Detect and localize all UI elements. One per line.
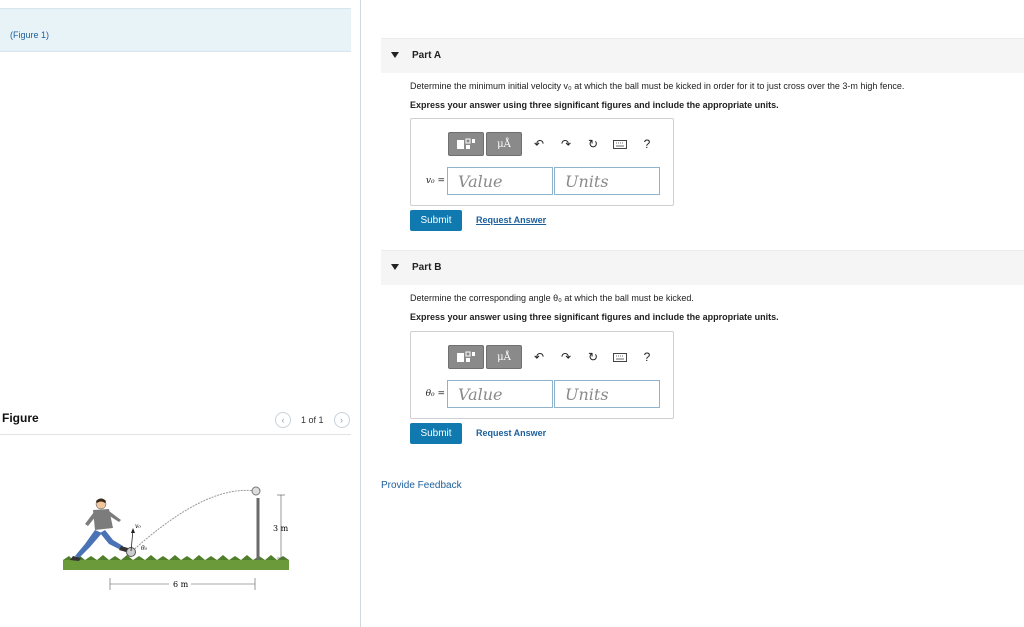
theta0-label: θ₀: [141, 545, 148, 552]
part-b-instruction: Express your answer using three significant figures and include the appropriate units.: [410, 312, 779, 322]
keyboard-button[interactable]: [608, 133, 632, 155]
part-a-label: Part A: [412, 50, 442, 61]
figure-panel: [0, 0, 360, 627]
reset-icon: ↻: [587, 137, 599, 151]
chevron-left-icon: ‹: [281, 415, 285, 425]
figure-link-bar: [0, 8, 351, 52]
help-icon: ?: [643, 350, 651, 364]
redo-button[interactable]: [554, 133, 578, 155]
undo-icon: ↶: [533, 350, 545, 364]
part-b-value-input[interactable]: Value: [447, 380, 553, 408]
keyboard-button[interactable]: [608, 346, 632, 368]
templates-button[interactable]: [448, 132, 484, 156]
provide-feedback-link[interactable]: Provide Feedback: [381, 480, 462, 491]
keyboard-icon: [613, 353, 627, 362]
part-b-question: Determine the corresponding angle θ₀ at which the ball must be kicked.: [410, 293, 694, 303]
templates-button[interactable]: [448, 345, 484, 369]
reset-button[interactable]: [581, 346, 605, 368]
template-grid-icon: [455, 350, 477, 364]
collapse-triangle-icon[interactable]: [391, 52, 399, 58]
part-b-toolbar: [448, 345, 659, 369]
part-b-units-input[interactable]: Units: [554, 380, 660, 408]
help-button[interactable]: [635, 346, 659, 368]
undo-button[interactable]: [527, 346, 551, 368]
chevron-right-icon: ›: [340, 415, 344, 425]
figure-divider: [0, 434, 351, 435]
part-a-toolbar: [448, 132, 659, 156]
figure-pager: [275, 412, 350, 428]
undo-icon: ↶: [533, 137, 545, 151]
part-a-units-input[interactable]: Units: [554, 167, 660, 195]
part-b-label: Part B: [412, 262, 442, 273]
figure-title: Figure: [2, 411, 39, 425]
part-a-value-input[interactable]: Value: [447, 167, 553, 195]
mu-angstrom-icon: μÅ: [497, 138, 511, 150]
next-figure-button[interactable]: [334, 412, 350, 428]
redo-button[interactable]: [554, 346, 578, 368]
reset-icon: ↻: [587, 350, 599, 364]
part-b-submit-button[interactable]: Submit: [410, 423, 462, 444]
units-symbol-button[interactable]: [486, 132, 522, 156]
part-b-header[interactable]: [381, 250, 1024, 285]
part-b-answer-box: [410, 331, 674, 419]
distance-label: 6 m: [173, 580, 189, 589]
keyboard-icon: [613, 140, 627, 149]
help-button[interactable]: [635, 133, 659, 155]
part-a-question: Determine the minimum initial velocity v₀ at which the ball must be kicked in order for it to just cross over the 3-m high fence.: [410, 81, 905, 91]
template-grid-icon: [455, 137, 477, 151]
reset-button[interactable]: [581, 133, 605, 155]
collapse-triangle-icon[interactable]: [391, 264, 399, 270]
part-b-variable: θ₀ =: [425, 389, 445, 399]
figure-image: [55, 478, 300, 600]
undo-button[interactable]: [527, 133, 551, 155]
height-label: 3 m: [273, 524, 289, 533]
panel-divider: [360, 0, 361, 627]
part-a-header[interactable]: [381, 38, 1024, 73]
part-a-request-answer-link[interactable]: Request Answer: [476, 215, 547, 225]
figure-link[interactable]: (Figure 1): [10, 30, 50, 40]
units-symbol-button[interactable]: [486, 345, 522, 369]
redo-icon: ↷: [560, 350, 572, 364]
part-a-answer-box: [410, 118, 674, 206]
v0-label: v₀: [135, 523, 141, 530]
kicker-person: [70, 499, 128, 562]
part-b-request-answer-link[interactable]: Request Answer: [476, 428, 547, 438]
part-a-instruction: Express your answer using three significant figures and include the appropriate units.: [410, 100, 779, 110]
pager-count: 1 of 1: [301, 415, 324, 425]
part-a-variable: v₀ =: [425, 176, 445, 186]
help-icon: ?: [643, 137, 651, 151]
part-a-submit-button[interactable]: Submit: [410, 210, 462, 231]
redo-icon: ↷: [560, 137, 572, 151]
prev-figure-button[interactable]: [275, 412, 291, 428]
mu-angstrom-icon: μÅ: [497, 351, 511, 363]
